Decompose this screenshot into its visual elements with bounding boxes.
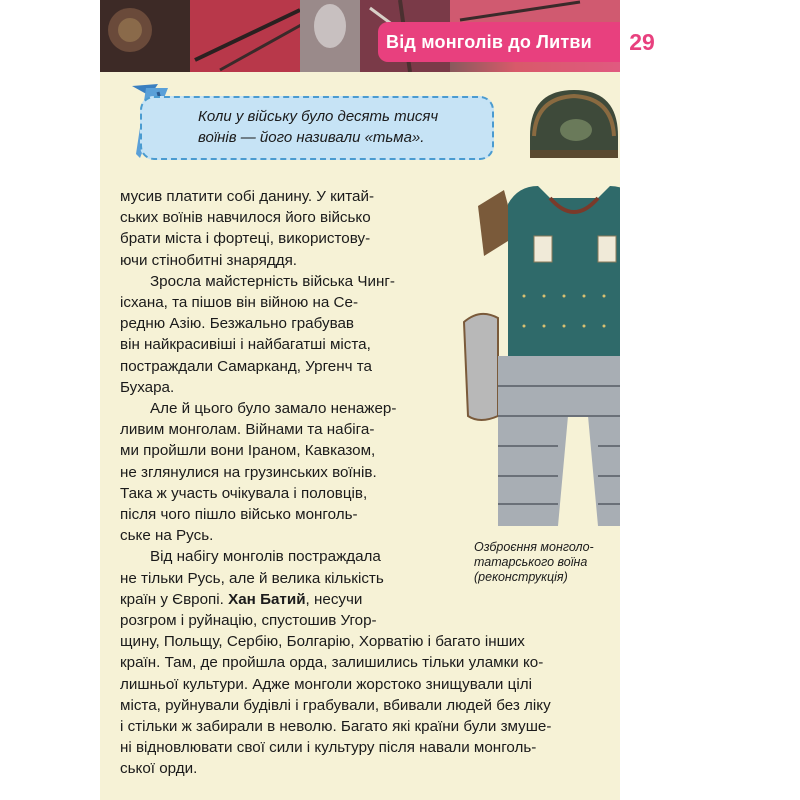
text-line: Але й цього було замало ненажер- [150, 400, 397, 418]
text-line: і стільки ж забирали в неволю. Багато які країни були змуше- [120, 718, 552, 736]
text-line: лишньої культури. Адже монголи жорстоко знищували цілі [120, 675, 532, 693]
text-line: розгром і руйнацію, спустошив Угор- [120, 612, 377, 630]
text-span: , несучи [305, 590, 363, 608]
text-line: ської орди. [120, 760, 198, 778]
text-line: щину, Польщу, Сербію, Болгарію, Хорватію і багато інших [120, 633, 525, 651]
chapter-title: Від монголів до Литви [386, 31, 592, 52]
text-line: Зросла майстерність війська Чинг- [150, 272, 395, 290]
caption-line: Озброєння монголо- [474, 540, 594, 554]
text-line: мусив платити собі данину. У китай- [120, 188, 375, 205]
fact-note-box [140, 96, 494, 160]
text-line: Бухара. [120, 378, 175, 396]
text-line: Від набігу монголів постраждала [150, 548, 381, 566]
text-line: не зглянулися на грузинських воїнів. [120, 463, 377, 481]
khan-batyi-name: Хан Батий [228, 590, 306, 608]
paragraph-4 [120, 546, 608, 779]
text-line: після чого пішло військо монголь- [120, 506, 358, 524]
chapter-tab [378, 22, 620, 62]
text-line: ських воїнів навчилося його військо [120, 209, 371, 227]
fact-note-text [198, 106, 482, 148]
text-line: ське на Русь. [120, 527, 214, 545]
text-line: він найкрасивіші і найбагатші міста, [120, 336, 371, 354]
note-line: Коли у війську було десять тисяч [198, 108, 439, 125]
text-line: не тільки Русь, але й велика кількість [120, 569, 384, 587]
note-line: воїнів — його називали «тьма». [198, 129, 425, 146]
text-line: постраждали Самарканд, Ургенч та [120, 357, 372, 375]
caption-line: (реконструкція) [474, 570, 568, 584]
text-line: ючи стінобитні знаряддя. [120, 251, 298, 269]
paragraph-1 [120, 186, 438, 271]
header-banner-photo [100, 0, 620, 72]
paragraph-2 [120, 271, 438, 398]
text-line: брати міста і фортеці, використову- [120, 230, 371, 248]
text-line: міста, руйнували будівлі і грабували, вбивали людей без ліку [120, 696, 551, 714]
text-line: ливим монголам. Війнами та набіга- [120, 421, 375, 439]
body-text [120, 186, 608, 780]
text-line: Така ж участь очікувала і половців, [120, 484, 368, 502]
text-line: ми пройшли вони Іраном, Кавказом, [120, 442, 376, 460]
textbook-page [100, 0, 620, 800]
text-span: країн у Європі. [120, 590, 229, 608]
paragraph-3 [120, 398, 438, 546]
text-line: країн. Там, де пройшла орда, залишились тільки уламки ко- [120, 654, 544, 672]
text-line: ісхана, та пішов він війною на Се- [120, 294, 359, 312]
caption-line: татарського воїна [474, 555, 588, 569]
text-line: ні відновлювати свої сили і культуру після навали монголь- [120, 739, 537, 757]
text-line: редню Азію. Безжально грабував [120, 315, 354, 333]
page-number: 29 [629, 28, 655, 55]
text-line [120, 589, 438, 610]
